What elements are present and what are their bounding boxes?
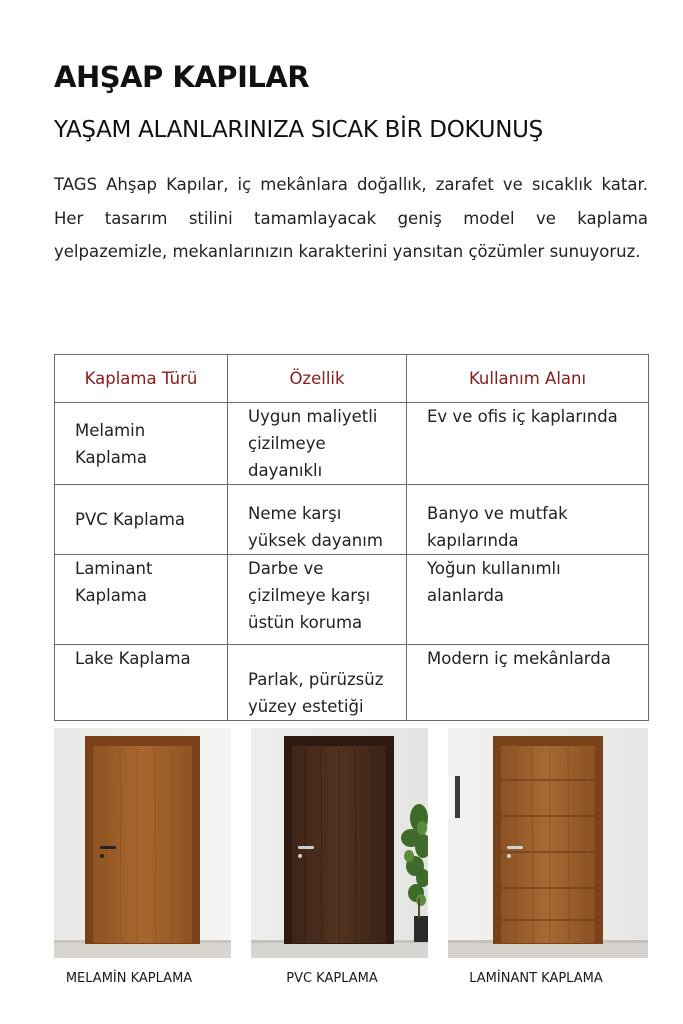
- page-title: AHŞAP KAPILAR: [54, 60, 310, 94]
- cell-feature: Uygun maliyetli çizilmeye dayanıklı: [228, 403, 407, 485]
- cell-feature: Parlak, pürüzsüz yüzey estetiği: [228, 645, 407, 721]
- cell-feature: Darbe ve çizilmeye karşı üstün koruma: [228, 555, 407, 645]
- table-row: [55, 485, 649, 555]
- header-feature: Özellik: [228, 355, 407, 403]
- table-row: [55, 555, 649, 645]
- pvc-door-photo: [251, 728, 428, 958]
- caption-pvc: PVC KAPLAMA: [286, 971, 378, 986]
- cell-feature: Neme karşı yüksek dayanım: [228, 485, 407, 555]
- cell-coating-type: Lake Kaplama: [55, 645, 228, 721]
- page-subtitle: YAŞAM ALANLARINIZA SICAK BİR DOKUNUŞ: [54, 117, 543, 143]
- cell-usage-area: Banyo ve mutfak kapılarında: [407, 485, 649, 555]
- intro-paragraph: TAGS Ahşap Kapılar, iç mekânlara doğallık, zarafet ve sıcaklık katar. Her tasarım stilini tamamlayacak geniş model ve kaplama yelpazemizle, mekanlarınızın karakterini yansıtan çözümler sunuyoruz.: [54, 175, 648, 261]
- cell-coating-type: Melamin Kaplama: [55, 403, 228, 485]
- cell-usage-area: Yoğun kullanımlı alanlarda: [407, 555, 649, 645]
- caption-laminant: LAMİNANT KAPLAMA: [469, 971, 603, 986]
- coating-comparison-table: [54, 354, 649, 721]
- laminant-door-photo: [448, 728, 648, 958]
- header-usage-area: Kullanım Alanı: [407, 355, 649, 403]
- cell-usage-area: Modern iç mekânlarda: [407, 645, 649, 721]
- table-row: [55, 645, 649, 721]
- cell-coating-type: Laminant Kaplama: [55, 555, 228, 645]
- table-row: [55, 403, 649, 485]
- cell-usage-area: Ev ve ofis iç kaplarında: [407, 403, 649, 485]
- cell-coating-type: PVC Kaplama: [55, 485, 228, 555]
- door-gallery: [54, 728, 648, 958]
- table-header-row: [55, 355, 649, 403]
- caption-melamin: MELAMİN KAPLAMA: [65, 971, 193, 986]
- header-coating-type: Kaplama Türü: [55, 355, 228, 403]
- melamin-door-photo: [54, 728, 231, 958]
